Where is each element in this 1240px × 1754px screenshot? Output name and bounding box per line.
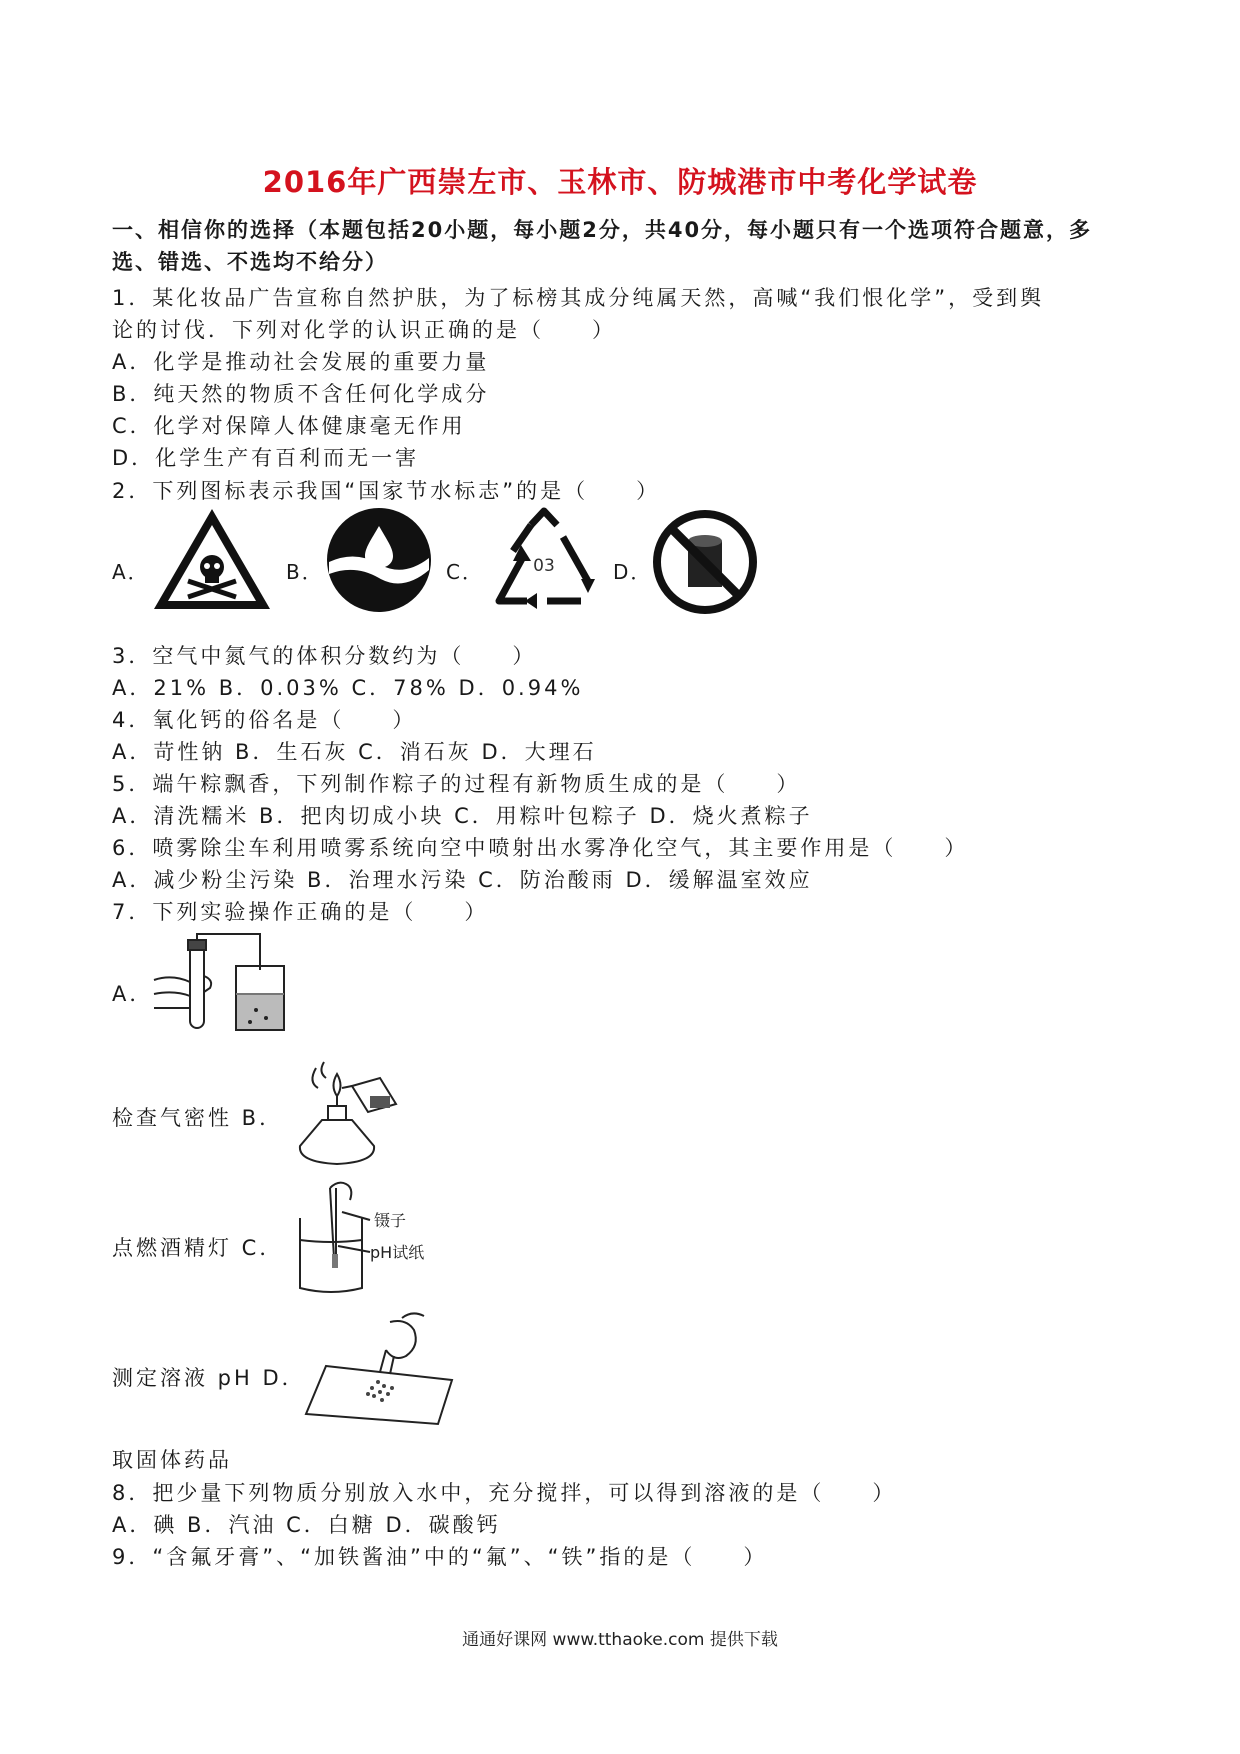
q3-options: A．21% B．0.03% C．78% D．0.94% xyxy=(112,676,584,700)
q8-stem: 8．把少量下列物质分别放入水中，充分搅拌，可以得到溶液的是（ ） xyxy=(112,1481,897,1505)
q5-stem: 5．端午粽飘香，下列制作粽子的过程有新物质生成的是（ ） xyxy=(112,772,801,796)
q6-options: A．减少粉尘污染 B．治理水污染 C．防治酸雨 D．缓解温室效应 xyxy=(112,868,813,892)
q1-stem-line2: 论的讨伐．下列对化学的认识正确的是（ ） xyxy=(112,318,616,342)
page-title: 2016年广西崇左市、玉林市、防城港市中考化学试卷 xyxy=(262,165,978,199)
water-saving-icon xyxy=(325,506,433,614)
airtightness-check-figure xyxy=(150,930,296,1034)
q8-options: A．碘 B．汽油 C．白糖 D．碳酸钙 xyxy=(112,1513,501,1537)
q3-stem: 3．空气中氮气的体积分数约为（ ） xyxy=(112,644,537,668)
recycle-icon xyxy=(485,505,603,617)
q7-text-d: 取固体药品 xyxy=(112,1448,232,1472)
q5-options: A．清洗糯米 B．把肉切成小块 C．用粽叶包粽子 D．烧火煮粽子 xyxy=(112,804,813,828)
q1-stem-line1: 1．某化妆品广告宣称自然护肤，为了标榜其成分纯属天然，高喊“我们恨化学”，受到舆 xyxy=(112,286,1045,310)
ph-test-figure xyxy=(296,1178,428,1296)
q1-option-b: B．纯天然的物质不含任何化学成分 xyxy=(112,382,490,406)
q1-option-c: C．化学对保障人体健康毫无作用 xyxy=(112,414,466,438)
solid-reagent-figure xyxy=(302,1310,458,1432)
q2-label-c: C． xyxy=(446,560,484,584)
q1-option-a: A．化学是推动社会发展的重要力量 xyxy=(112,350,490,374)
q4-options: A．苛性钠 B．生石灰 C．消石灰 D．大理石 xyxy=(112,740,597,764)
q7-text-a: 检查气密性 B． xyxy=(112,1106,284,1130)
q7-label-a: A． xyxy=(112,982,154,1006)
q2-label-d: D． xyxy=(613,560,653,584)
tweezers-label: 镊子 xyxy=(374,1211,407,1230)
q6-stem: 6．喷雾除尘车利用喷雾系统向空中喷射出水雾净化空气，其主要作用是（ ） xyxy=(112,836,969,860)
q7-text-c: 测定溶液 pH D． xyxy=(112,1366,306,1390)
recycle-code: 03 xyxy=(533,556,555,576)
no-barrel-icon xyxy=(650,507,760,617)
q4-stem: 4．氧化钙的俗名是（ ） xyxy=(112,708,417,732)
q2-stem: 2．下列图标表示我国“国家节水标志”的是（ ） xyxy=(112,479,661,503)
q7-stem: 7．下列实验操作正确的是（ ） xyxy=(112,900,489,924)
footer-source: 通通好课网 www.tthaoke.com 提供下载 xyxy=(462,1630,778,1650)
q1-option-d: D．化学生产有百利而无一害 xyxy=(112,446,420,470)
q7-text-b: 点燃酒精灯 C． xyxy=(112,1236,284,1260)
q2-label-b: B． xyxy=(286,560,324,584)
ph-paper-label: pH试纸 xyxy=(370,1243,425,1262)
toxic-warning-icon xyxy=(150,505,274,613)
q2-label-a: A． xyxy=(112,560,150,584)
alcohol-lamp-figure xyxy=(296,1058,404,1170)
section-heading: 一、相信你的选择（本题包括20小题，每小题2分，共40分，每小题只有一个选项符合题意，多选、错选、不选均不给分） xyxy=(112,218,1093,274)
q9-stem: 9．“含氟牙膏”、“加铁酱油”中的“氟”、“铁”指的是（ ） xyxy=(112,1545,768,1569)
